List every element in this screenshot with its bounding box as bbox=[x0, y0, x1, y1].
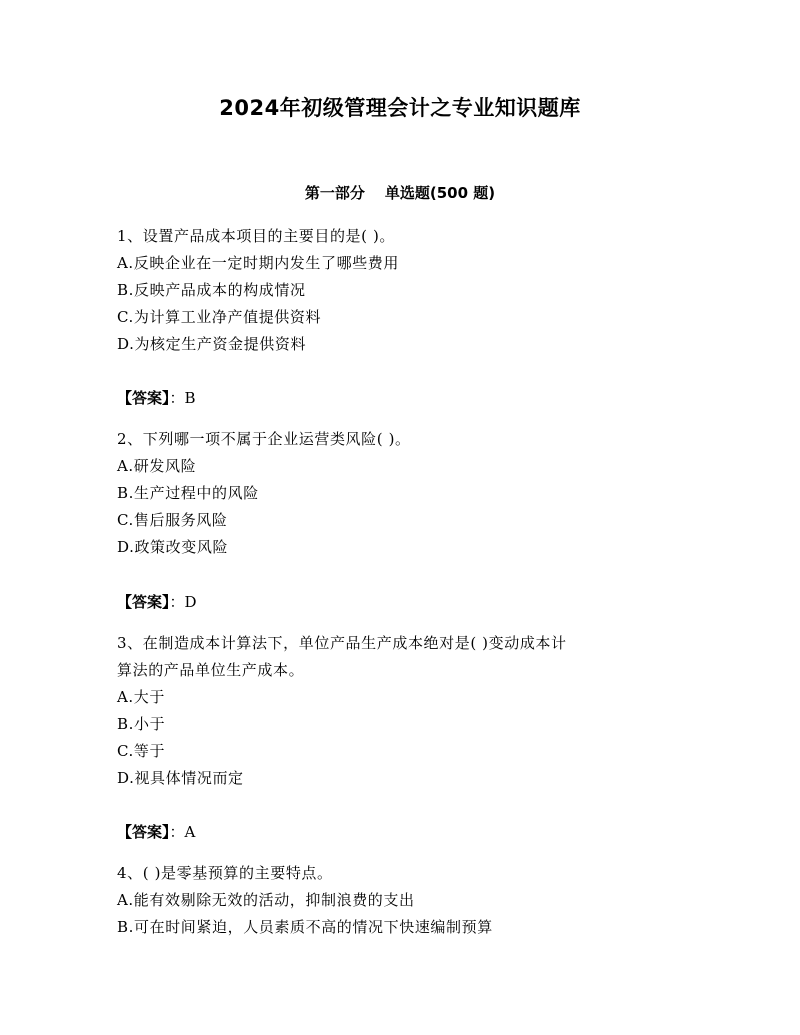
question-2-option-c: C.售后服务风险 bbox=[117, 511, 228, 529]
question-1-option-d: D.为核定生产资金提供资料 bbox=[117, 335, 307, 353]
question-1-option-a: A.反映企业在一定时期内发生了哪些费用 bbox=[117, 254, 400, 272]
question-3-answer bbox=[117, 821, 195, 843]
question-3-option-c: C.等于 bbox=[117, 742, 166, 760]
answer-separator: ： bbox=[169, 593, 185, 611]
section-heading bbox=[0, 181, 800, 205]
question-4-option-b: B.可在时间紧迫，人员素质不高的情况下快速编制预算 bbox=[117, 918, 493, 936]
question-3-stem-line-2: 算法的产品单位生产成本。 bbox=[117, 661, 305, 679]
question-3-option-a: A.大于 bbox=[117, 688, 166, 706]
question-4-stem: 4、( )是零基预算的主要特点。 bbox=[117, 864, 333, 882]
answer-value: D bbox=[184, 593, 197, 611]
question-2-option-d: D.政策改变风险 bbox=[117, 538, 229, 556]
question-2-stem: 2、下列哪一项不属于企业运营类风险( )。 bbox=[117, 430, 411, 448]
question-3-option-d: D.视具体情况而定 bbox=[117, 769, 244, 787]
question-1-stem: 1、设置产品成本项目的主要目的是( )。 bbox=[117, 227, 396, 245]
answer-value: B bbox=[184, 389, 196, 407]
question-2-option-a: A.研发风险 bbox=[117, 457, 197, 475]
answer-value: A bbox=[184, 823, 196, 841]
section-name: 单选题(500 题) bbox=[384, 184, 496, 202]
answer-label: 【答案】 bbox=[117, 823, 170, 841]
question-2-answer bbox=[117, 591, 197, 613]
answer-separator: ： bbox=[169, 389, 185, 407]
question-1-option-b: B.反映产品成本的构成情况 bbox=[117, 281, 306, 299]
answer-label: 【答案】 bbox=[117, 389, 170, 407]
question-4-option-a: A.能有效剔除无效的活动，抑制浪费的支出 bbox=[117, 891, 415, 909]
question-3-option-b: B.小于 bbox=[117, 715, 166, 733]
document-title: 2024年初级管理会计之专业知识题库 bbox=[219, 96, 581, 120]
answer-separator: ： bbox=[169, 823, 185, 841]
section-part: 第一部分 bbox=[304, 184, 365, 202]
answer-label: 【答案】 bbox=[117, 593, 170, 611]
question-3-stem-line-1: 3、在制造成本计算法下，单位产品生产成本绝对是( )变动成本计 bbox=[117, 634, 567, 652]
question-1-option-c: C.为计算工业净产值提供资料 bbox=[117, 308, 322, 326]
question-1-answer bbox=[117, 387, 196, 409]
question-2-option-b: B.生产过程中的风险 bbox=[117, 484, 259, 502]
